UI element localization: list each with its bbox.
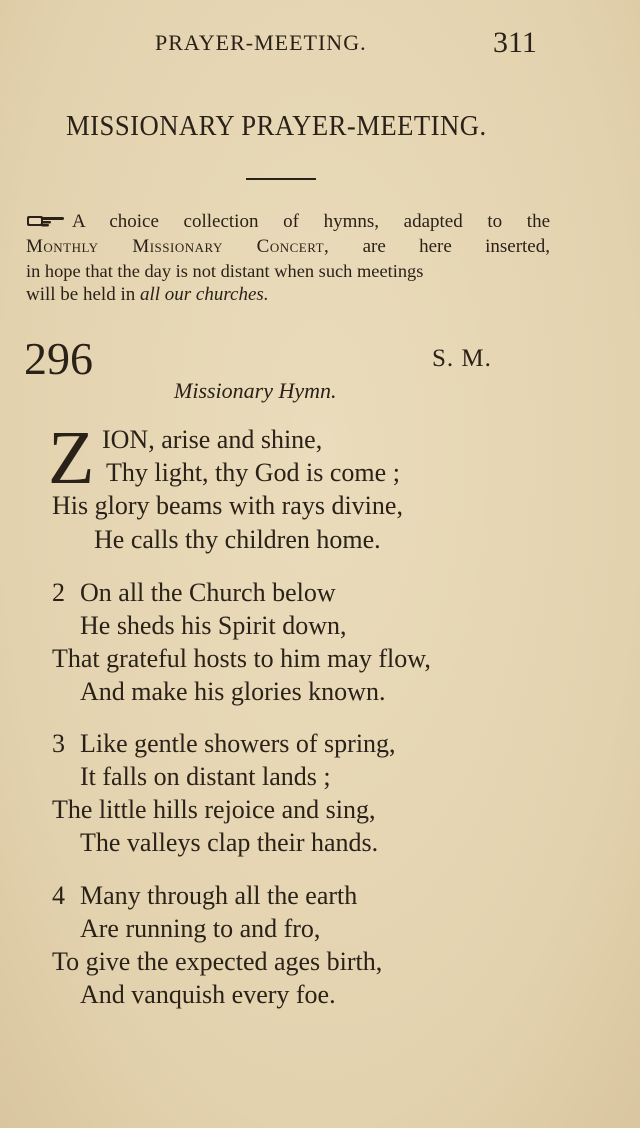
pointing-hand-icon: [26, 211, 66, 235]
section-title: MISSIONARY PRAYER-MEETING.: [66, 110, 487, 142]
drop-cap: Z: [48, 416, 95, 500]
title-rule: [246, 178, 316, 180]
verse-line: It falls on distant lands ;: [80, 762, 331, 791]
hymn-meter: S. M.: [432, 345, 492, 372]
verse-line: Many through all the earth: [80, 881, 358, 910]
note-line-4: [26, 283, 550, 307]
verse-line: ION, arise and shine,: [102, 425, 323, 454]
note-emphasis: all our churches.: [139, 283, 269, 305]
stanza-number: 2: [52, 578, 65, 607]
verse-line: The little hills rejoice and sing,: [52, 795, 376, 824]
verse-line: His glory beams with rays divine,: [52, 491, 403, 520]
note-text-4: will be held in: [26, 283, 140, 305]
verse-line: Are running to and fro,: [80, 914, 321, 943]
note-line-2: [26, 235, 550, 259]
hymn-number: 296: [24, 333, 93, 384]
running-head: PRAYER-MEETING.: [155, 30, 367, 55]
page-number: 311: [493, 26, 537, 59]
verse-line: He sheds his Spirit down,: [80, 611, 347, 640]
verse-line: Like gentle showers of spring,: [80, 729, 396, 758]
verse-line: He calls thy children home.: [94, 525, 381, 554]
note-concert-name: Monthly Missionary Concert,: [26, 235, 330, 257]
verse-line: The valleys clap their hands.: [80, 828, 379, 857]
verse-line: And make his glories known.: [80, 677, 386, 706]
note-text-2: are here inserted,: [329, 235, 550, 257]
stanza-number: 3: [52, 729, 65, 758]
hymn-title: Missionary Hymn.: [174, 378, 337, 403]
note-text-1: A choice collection of hymns, adapted to the: [72, 211, 550, 232]
verse-line: And vanquish every foe.: [80, 980, 336, 1009]
verse-line: On all the Church below: [80, 578, 336, 607]
verse-line: Thy light, thy God is come ;: [106, 458, 400, 487]
editorial-note: [26, 210, 550, 307]
verse-line: That grateful hosts to him may flow,: [52, 644, 431, 673]
verse-line: To give the expected ages birth,: [52, 947, 383, 976]
note-line-1: [26, 210, 550, 235]
stanza-number: 4: [52, 881, 65, 910]
note-line-3: in hope that the day is not distant when such meetings: [26, 260, 424, 281]
